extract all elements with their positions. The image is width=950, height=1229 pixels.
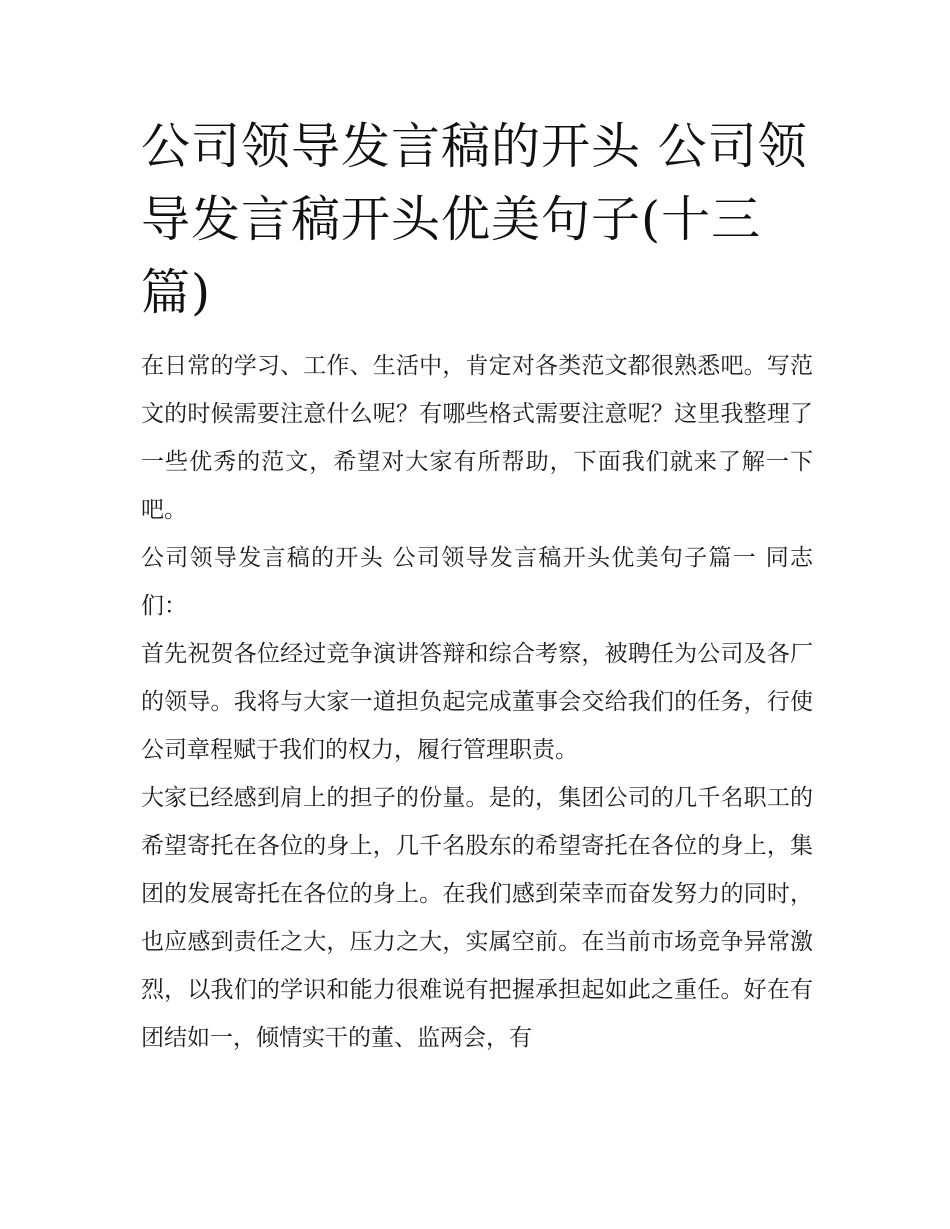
paragraph-congratulations: 首先祝贺各位经过竞争演讲答辩和综合考察，被聘任为公司及各厂的领导。我将与大家一道担负起完成董事会交给我们的任务，行使公司章程赋于我们的权力，履行管理职责。 xyxy=(141,641,813,763)
document-content xyxy=(141,110,813,1062)
paragraph-heading-greeting: 公司领导发言稿的开头 公司领导发言稿开头优美句子篇一 同志们： xyxy=(141,545,813,619)
document-body xyxy=(141,342,813,1062)
document-title: 公司领导发言稿的开头 公司领导发言稿开头优美句子(十三篇) xyxy=(141,118,808,321)
paragraph-intro: 在日常的学习、工作、生活中，肯定对各类范文都很熟悉吧。写范文的时候需要注意什么呢？有哪些格式需要注意呢？这里我整理了一些优秀的范文，希望对大家有所帮助，下面我们就来了解一下吧。 xyxy=(141,353,813,523)
paragraph-responsibility: 大家已经感到肩上的担子的份量。是的，集团公司的几千名职工的希望寄托在各位的身上，几千名股东的希望寄托在各位的身上，集团的发展寄托在各位的身上。在我们感到荣幸而奋发努力的同时，也应感到责任之大，压力之大，实属空前。在当前市场竞争异常激烈，以我们的学识和能力很难说有把握承担起如此之重任。好在有团结如一，倾情实干的董、监两会，有 xyxy=(141,785,813,1051)
